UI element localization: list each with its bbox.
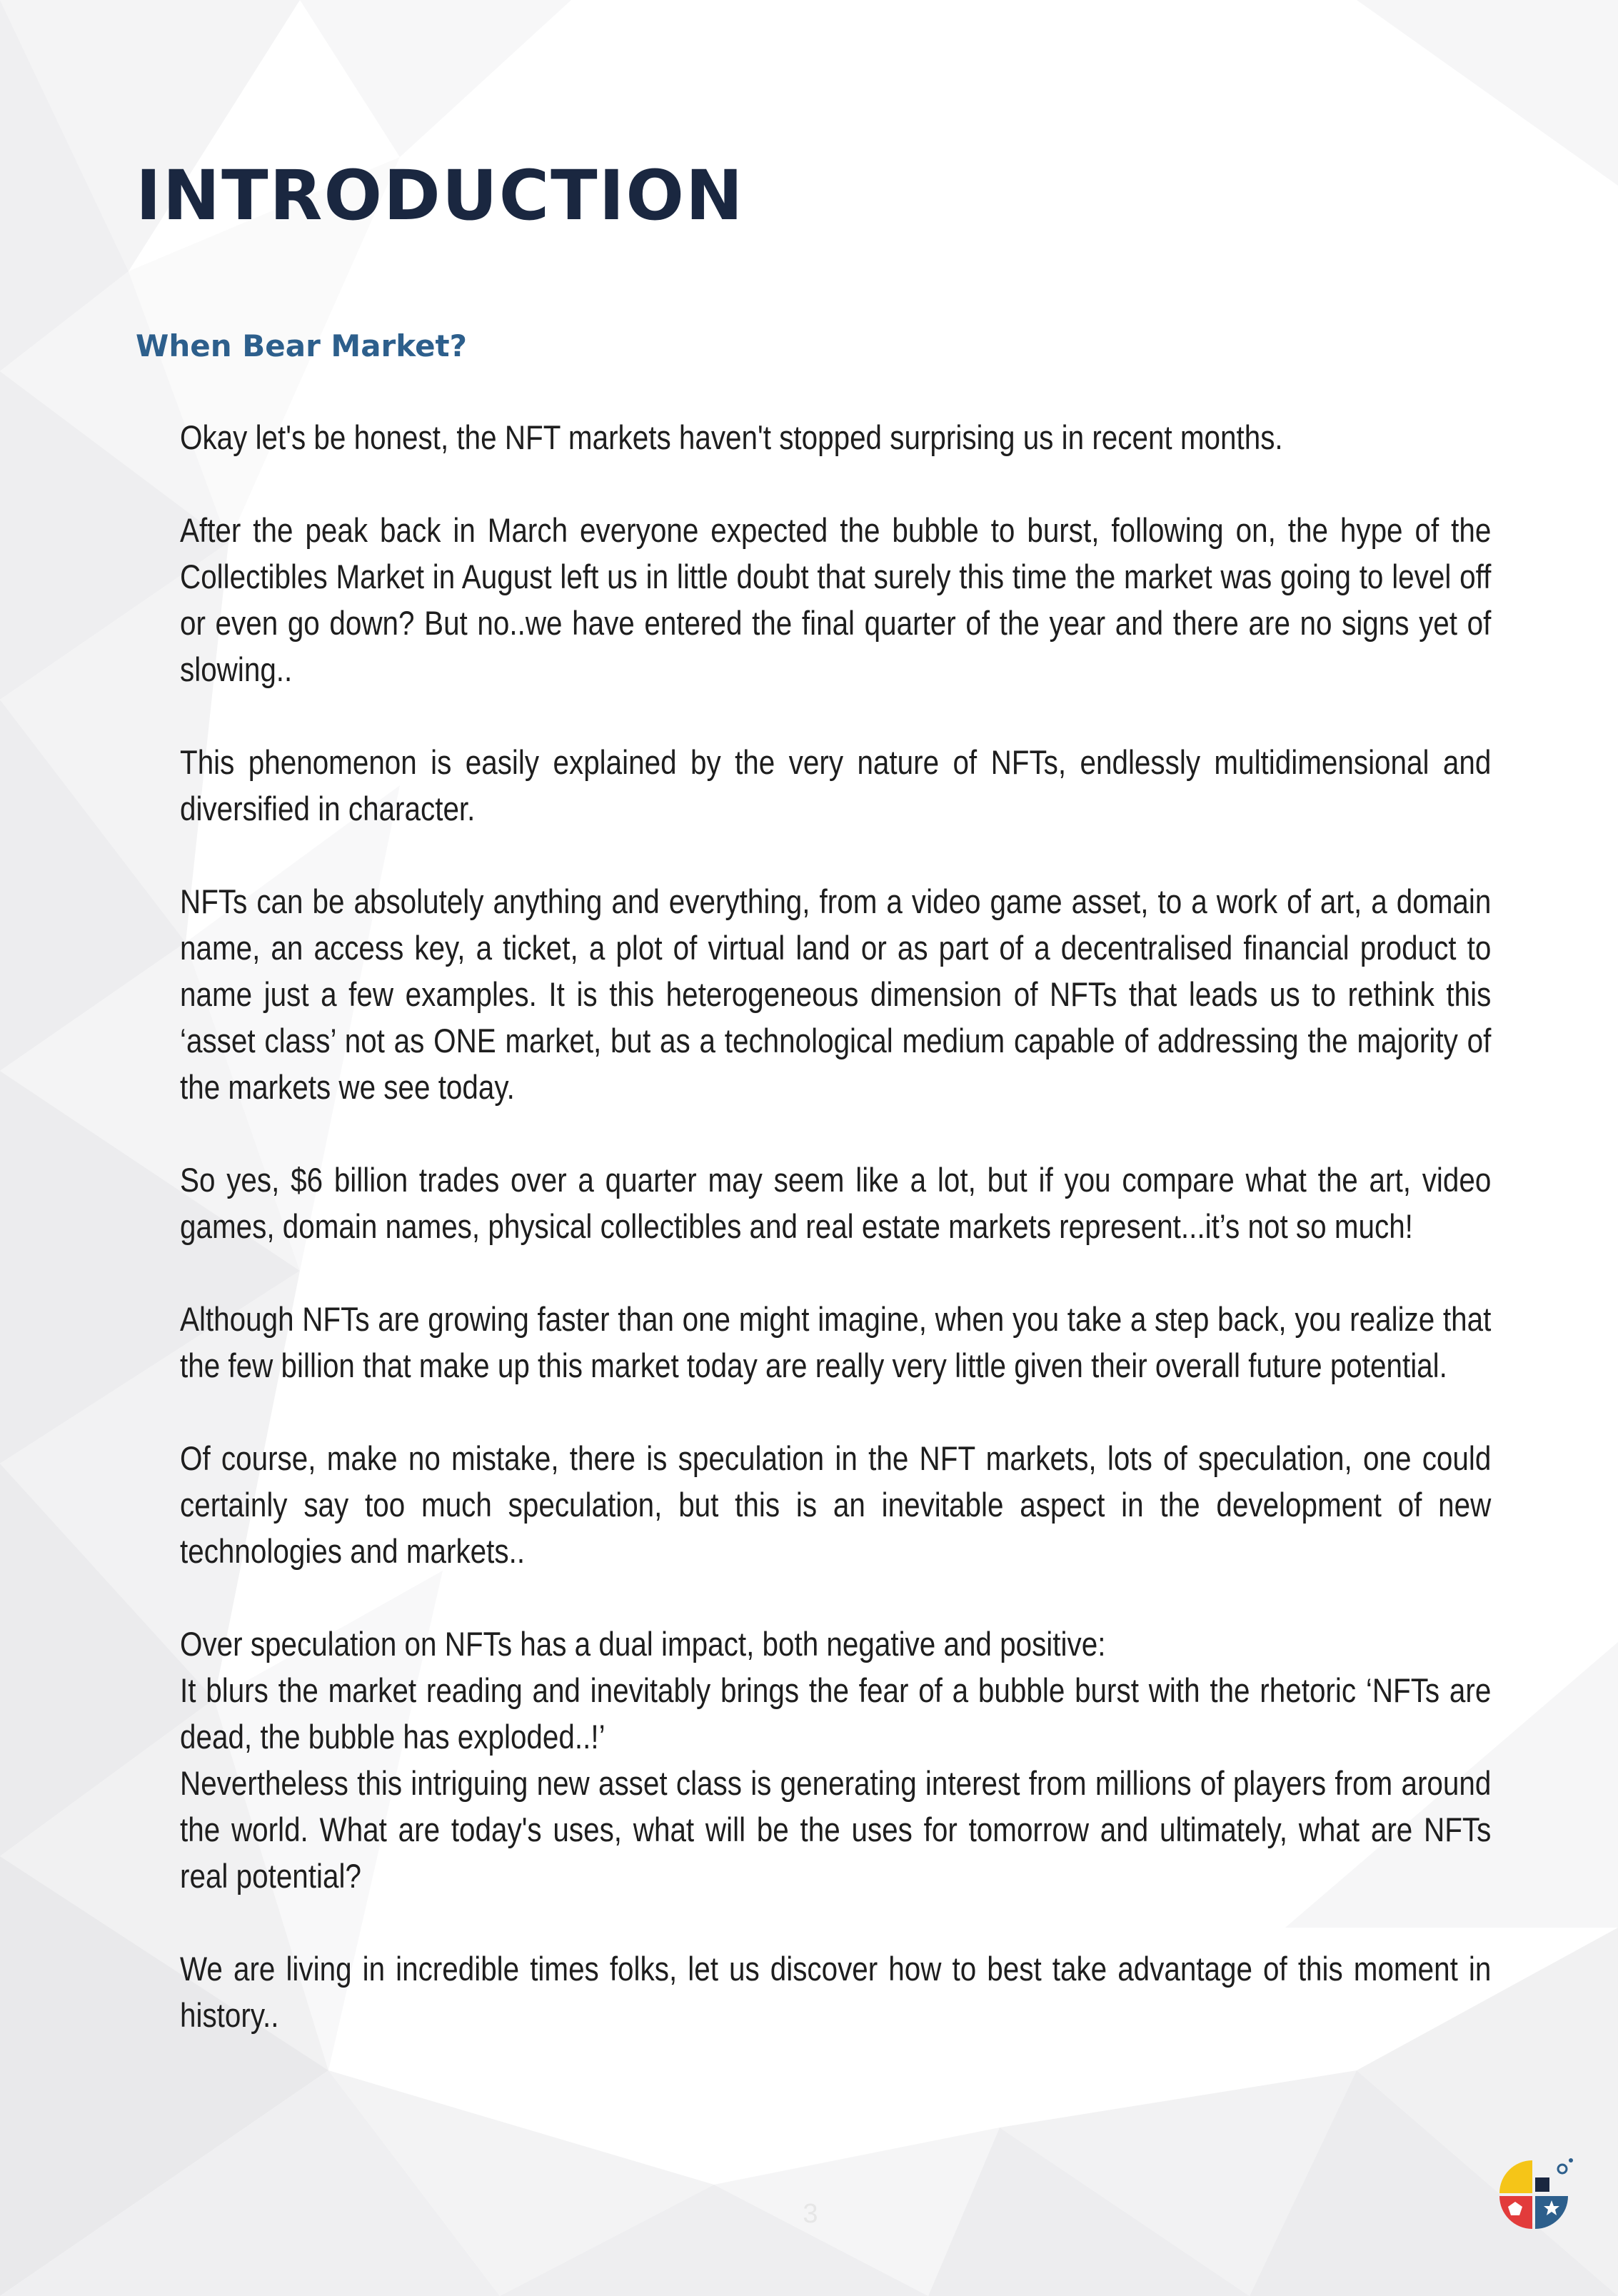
section-heading: When Bear Market? <box>136 328 467 363</box>
paragraph: It blurs the market reading and inevitably brings the fear of a bubble burst with the rhetoric ‘NFTs are dead, the bubble has exploded..!’ <box>180 1671 1492 1756</box>
paragraph: NFTs can be absolutely anything and everything, from a video game asset, to a work of art, a domain name, an access key, a ticket, a plot of virtual land or as part of a decentralised financial product to name just a few examples. It is this heterogeneous dimension of NFTs that leads us to rethink this ‘asset class’ not as ONE market, but as a technological medium capable of addressing the majority of the markets we see today. <box>180 882 1492 1106</box>
page-number: 3 <box>803 2199 818 2229</box>
page-title: INTRODUCTION <box>136 156 745 236</box>
paragraph: Nevertheless this intriguing new asset class is generating interest from millions of players from around the world. What are today's uses, what will be the uses for tomorrow and ultimately, what are NFTs real potential? <box>180 1764 1492 1895</box>
paragraph: After the peak back in March everyone expected the bubble to burst, following on, the hype of the Collectibles Market in August left us in little doubt that surely this time the market was going to level off or even go down? But no..we have entered the final quarter of the year and there are no signs yet of slowing.. <box>180 511 1492 688</box>
paragraph: Of course, make no mistake, there is speculation in the NFT markets, lots of speculation, one could certainly say too much speculation, but this is an inevitable aspect in the development of new technologies and markets.. <box>180 1439 1492 1570</box>
paragraph: Okay let's be honest, the NFT markets haven't stopped surprising us in recent months. <box>180 418 1283 456</box>
paragraph: So yes, $6 billion trades over a quarter may seem like a lot, but if you compare what the art, video games, domain names, physical collectibles and real estate markets represent...it’s not so much! <box>180 1161 1492 1245</box>
paragraph: Although NFTs are growing faster than one might imagine, when you take a step back, you realize that the few billion that make up this market today are really very little given their overall future potential. <box>180 1300 1492 1384</box>
paragraph: We are living in incredible times folks, let us discover how to best take advantage of this moment in history.. <box>180 1950 1492 2034</box>
paragraph: Over speculation on NFTs has a dual impact, both negative and positive: <box>180 1625 1106 1663</box>
article-body <box>180 414 1491 2038</box>
paragraph: This phenomenon is easily explained by the very nature of NFTs, endlessly multidimensional and diversified in character. <box>180 743 1492 827</box>
company-logo-icon <box>1485 2149 1578 2242</box>
